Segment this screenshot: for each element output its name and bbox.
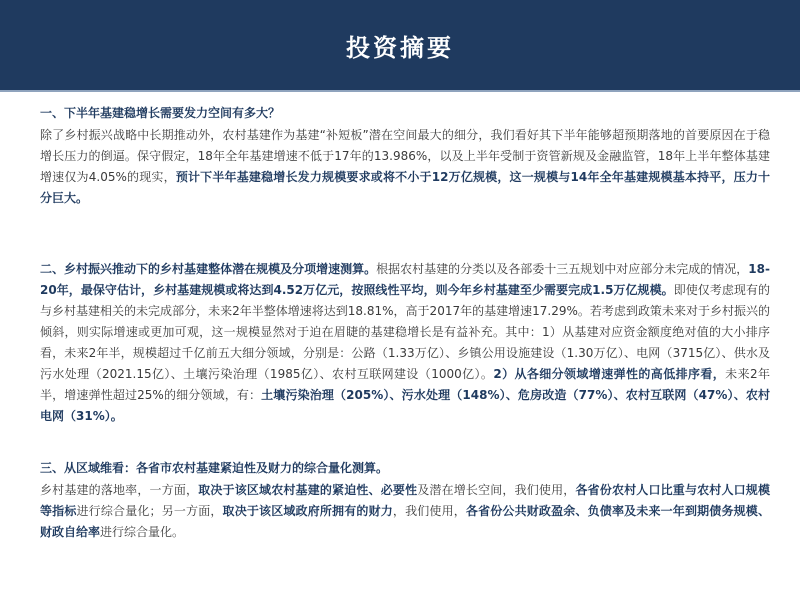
section-3-body — [40, 480, 770, 543]
section-2-bold-2: 2）从各细分领域增速弹性的高低排序看， — [493, 367, 726, 381]
section-1-text-1: 除了乡村振兴战略中长期推动外，农村基建作为基建“补短板”潜在空间最大的细分，我们看好其下半年能够超预期落地的首要原因在于稳增长压力的倒逼。保守假定，18年全年基建增速不低于17年的13.986%，以及上半年受制于资管新规及金融监管，18年上半年整体基建增速仅为4.05%的现实， — [40, 128, 770, 184]
section-3-bold-4: 各省份公共财政盈余、负债率及未来一年到期债务规模、财政自给率 — [40, 504, 770, 539]
section-3-bold-1: 取决于该区域农村基建的紧迫性、必要性 — [198, 483, 418, 497]
title-banner — [0, 0, 800, 90]
section-2-text-2: 即使仅考虑现有的与乡村基建相关的未完成部分，未来2年半整体增速将达到18.81%，高于2017年的基建增速17.29%。若考虑到政策未来对于乡村振兴的倾斜，则实际增速或更加可观，这一规模显然对于迫在眉睫的基建稳增长是有益补充。其中：1）从基建对应资金额度绝对值的大小排序看，未来2年半，规模超过千亿前五大细分领域，分别是：公路（1.33万亿）、乡镇公用设施建设（1.30万亿）、电网（3715亿）、供水及污水处理（2021.15亿）、土壤污染治理（1985亿）、农村互联网建设（1000亿）。 — [40, 283, 770, 381]
section-3-bold-3: 取决于该区域政府所拥有的财力 — [222, 504, 393, 518]
page-title: 投资摘要 — [346, 32, 454, 62]
section-2 — [40, 259, 770, 427]
section-3-text-2: 及潜在增长空间，我们使用， — [417, 483, 576, 497]
section-3-text-4: ，我们使用， — [392, 504, 466, 518]
section-3-text-5: 进行综合量化。 — [100, 525, 185, 539]
section-2-text-3: 未来2年半，增速弹性超过25%的细分领域，有： — [40, 367, 770, 402]
section-2-heading: 二、乡村振兴推动下的乡村基建整体潜在规模及分项增速测算。 — [40, 262, 377, 276]
section-2-bold-3: 土壤污染治理（205%）、污水处理（148%）、危房改造（77%）、农村互联网（47%）、农村电网（31%）。 — [40, 388, 770, 423]
section-1 — [40, 104, 770, 209]
section-2-text-1: 根据农村基建的分类以及各部委十三五规划中对应部分未完成的情况， — [376, 262, 749, 276]
section-1-heading: 一、下半年基建稳增长需要发力空间有多大？ — [40, 106, 281, 120]
section-3-bold-2: 各省份农村人口比重与农村人口规模等指标 — [40, 483, 770, 518]
section-3-heading: 三、从区域维看：各省市农村基建紧迫性及财力的综合量化测算。 — [40, 461, 389, 475]
section-1-bold-1: 预计下半年基建稳增长发力规模要求或将不小于12万亿规模，这一规模与14年全年基建规模基本持平，压力十分巨大。 — [40, 170, 771, 205]
header-divider — [0, 90, 800, 92]
section-3-text-3: 进行综合量化；另一方面， — [76, 504, 223, 518]
section-3-text-1: 乡村基建的落地率，一方面， — [40, 483, 199, 497]
section-2-body — [40, 259, 770, 427]
section-1-body — [40, 125, 770, 209]
section-3 — [40, 459, 770, 543]
section-2-bold-1: 18-20年，最保守估计，乡村基建规模或将达到4.52万亿元，按照线性平均，则今年乡村基建至少需要完成1.5万亿规模。 — [40, 262, 770, 297]
